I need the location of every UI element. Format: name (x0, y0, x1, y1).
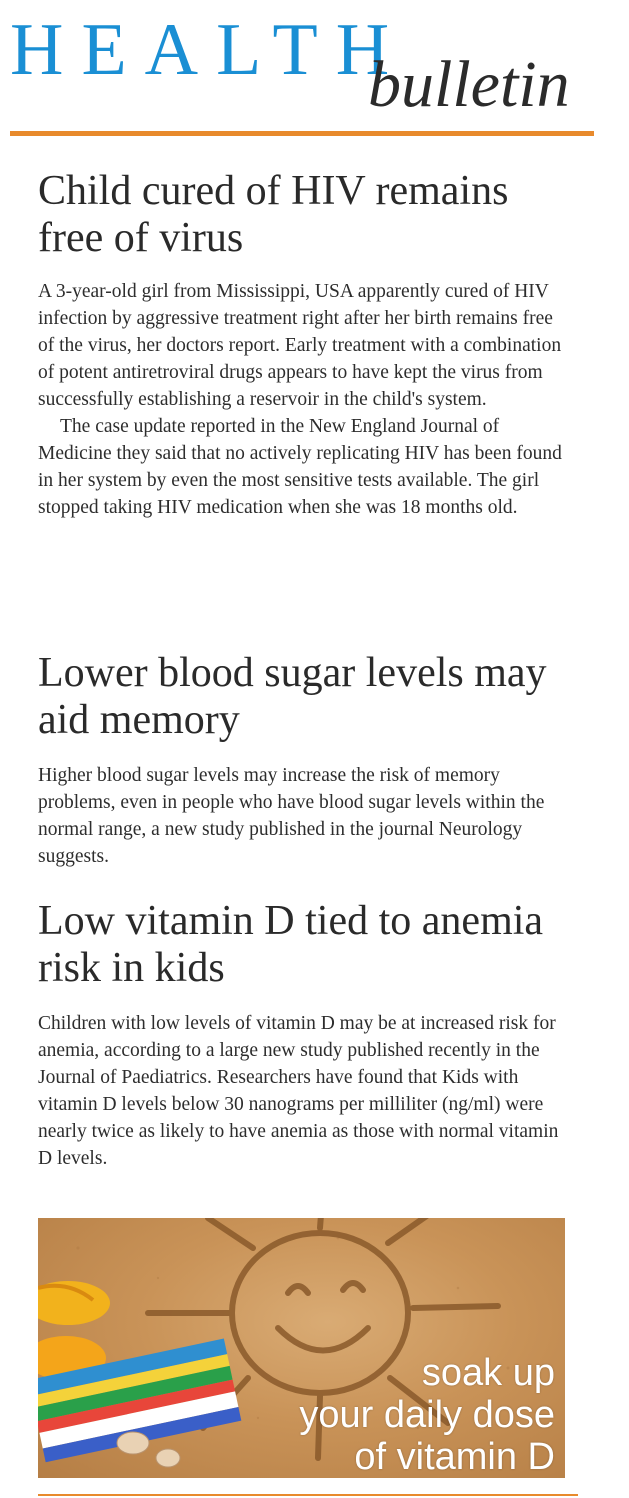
article-paragraph: A 3-year-old girl from Mississippi, USA apparently cured of HIV infection by aggressive treatment right after her birth remains free of the virus, her doctors report. Early treatment with a combination of potent antiretroviral drugs appears to have kept the virus from successfully establishing a reservoir in the child's system. (38, 281, 562, 410)
masthead (0, 0, 629, 140)
article-vitamin-d (38, 898, 568, 1172)
sand-sun-photo (38, 1218, 565, 1478)
masthead-divider (10, 131, 594, 136)
article-paragraph: The case update reported in the New England Journal of Medicine they said that no actively replicating HIV has been found in her system by even the most sensitive tests available. The girl stopped taking HIV medication when she was 18 months old. (38, 416, 562, 518)
article-paragraph: Children with low levels of vitamin D may be at increased risk for anemia, according to a large new study published recently in the Journal of Paediatrics. Researchers have found that Kids with vitamin D levels below 30 nanograms per milliliter (ng/ml) were nearly twice as likely to have anemia as those with normal vitamin D levels. (38, 1013, 559, 1169)
article-headline: Lower blood sugar levels may aid memory (38, 650, 547, 743)
masthead-health-word: HEALTH (10, 9, 408, 91)
article-hiv (38, 168, 568, 521)
masthead-bulletin-word: bulletin (368, 48, 570, 121)
bottom-divider (38, 1494, 578, 1496)
article-paragraph: Higher blood sugar levels may increase the risk of memory problems, even in people who have blood sugar levels within the normal range, a new study published in the journal Neurology suggests. (38, 765, 545, 867)
article-headline: Child cured of HIV remains free of virus (38, 168, 509, 261)
article-blood-sugar (38, 650, 568, 870)
slogan-line: your daily dose (299, 1394, 555, 1436)
article-headline: Low vitamin D tied to anemia risk in kids (38, 898, 544, 991)
photo-slogan (235, 1352, 555, 1478)
slogan-line: soak up (421, 1352, 555, 1394)
slogan-line: of vitamin D (354, 1436, 555, 1478)
